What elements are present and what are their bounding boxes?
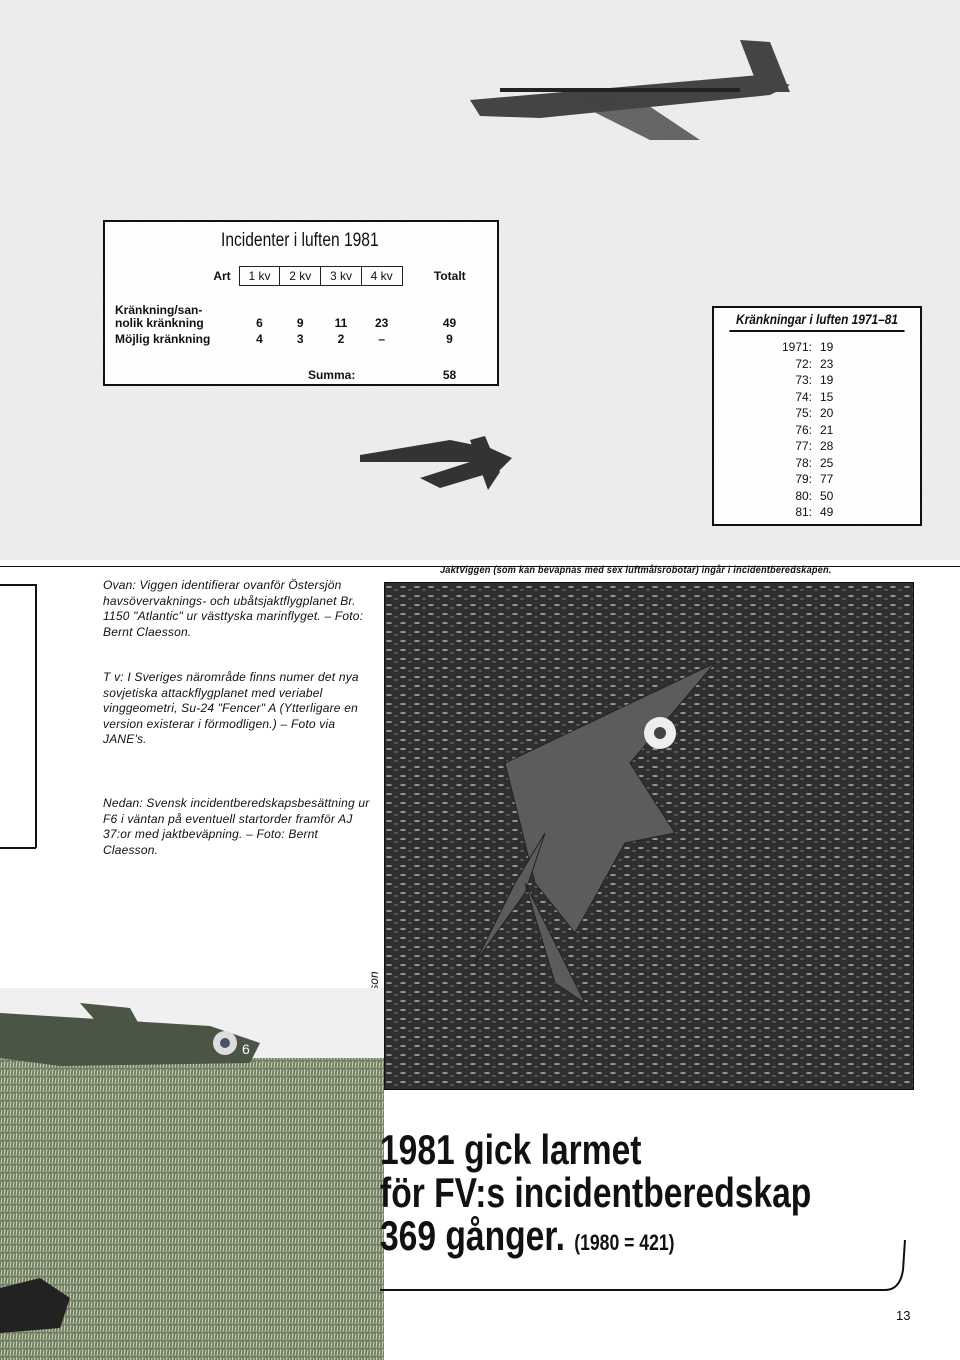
table-row: [109, 304, 497, 330]
header-art: Art: [213, 269, 231, 283]
row-q1: 4: [256, 332, 263, 346]
caption-left: T v: I Sveriges närområde finns numer det nya sovjetiska attackflygplanet med veriabel vinggeometri, Su-24 "Fencer" A (Ytterligare en version existerar i förmodligen.) – Foto via JANE's.: [103, 670, 359, 746]
yearly-box-title: Kränkningar i luften 1971–81: [729, 308, 904, 332]
row-q2: 3: [296, 332, 304, 346]
year-label: 79:: [795, 472, 812, 486]
left-rule-top: [0, 584, 36, 586]
year-label: 75:: [795, 406, 812, 420]
sum-row: [109, 366, 497, 384]
decorative-curve: [380, 1240, 920, 1300]
row-q3: 11: [334, 316, 348, 330]
year-label: 1971:: [781, 340, 812, 354]
year-value: 23: [820, 356, 834, 371]
sum-value: 58: [442, 368, 457, 382]
year-value: 25: [820, 455, 834, 470]
incidents-table-title: Incidenter i luften 1981: [221, 230, 379, 251]
yearly-violations-box: [712, 306, 922, 526]
list-item: [772, 423, 850, 440]
left-rule-bottom: [0, 847, 36, 849]
header-total: Totalt: [433, 269, 466, 283]
list-item: [772, 406, 850, 423]
list-item: [772, 357, 850, 374]
header-q4: 4 kv: [361, 267, 402, 286]
year-value: 49: [820, 505, 834, 519]
row-q1: 6: [256, 316, 263, 330]
list-item: [772, 489, 850, 506]
header-q3: 3 kv: [321, 267, 362, 286]
year-label: 74:: [795, 389, 812, 404]
headline-line-3: 369 gånger.: [380, 1212, 565, 1259]
year-value: 77: [820, 472, 834, 486]
incidents-table: [109, 266, 497, 384]
ground-crew-photo: [0, 988, 384, 1360]
list-item: [772, 456, 850, 473]
row-label: Möjlig kränkning: [115, 332, 211, 346]
row-total: 49: [442, 316, 457, 330]
ground-photo-image: [0, 988, 384, 1360]
list-item: [772, 505, 850, 522]
header-q1: 1 kv: [239, 267, 280, 286]
year-label: 80:: [795, 488, 812, 503]
row-q3: 2: [337, 332, 345, 346]
row-label: Kränkning/san- nolik kränkning: [115, 303, 204, 330]
year-value: 21: [820, 422, 834, 437]
year-label: 78:: [795, 455, 812, 470]
table-header-row: [109, 267, 497, 286]
year-value: 19: [820, 373, 834, 387]
year-value: 28: [820, 439, 834, 453]
headline-note: (1980 = 421): [574, 1230, 675, 1255]
list-item: [772, 439, 850, 456]
jaktviggen-photo: [384, 582, 914, 1090]
table-row: [109, 330, 497, 348]
list-item: [772, 472, 850, 489]
caption-above: Ovan: Viggen identifierar ovanför Östersjön havsövervaknings- och ubåtsjaktflygplanet Br. 1150 "Atlantic" ur västtyska marinflyget. – Foto: Bernt Claesson.: [103, 578, 364, 639]
row-q2: 9: [296, 316, 304, 330]
list-item: [772, 373, 850, 390]
list-item: [772, 340, 850, 357]
year-value: 19: [820, 340, 834, 354]
incidents-table-box: [103, 220, 499, 386]
yearly-list: [772, 340, 850, 522]
year-value: 50: [820, 488, 834, 503]
caption-below: Nedan: Svensk incidentberedskapsbesättning ur F6 i väntan på eventuell startorder framför AJ 37:or med jaktbeväpning. – Foto: Bernt Claesson.: [103, 796, 370, 857]
left-rule-vertical: [35, 584, 37, 848]
year-label: 77:: [795, 439, 812, 453]
viggen-photo-image: [385, 583, 913, 1089]
list-item: [772, 390, 850, 407]
header-q2: 2 kv: [280, 267, 321, 286]
year-value: 15: [820, 389, 834, 404]
page-number: 13: [896, 1308, 911, 1323]
caption-jaktviggen: JaktViggen (som kan beväpnas med sex luftmålsrobotar) ingår i incidentberedskapen.: [440, 565, 832, 576]
aircraft-number: 6: [242, 1041, 250, 1057]
row-total: 9: [446, 332, 453, 346]
headline-line-2: för FV:s incidentberedskap: [380, 1169, 812, 1216]
row-q4: 23: [375, 316, 389, 330]
headline-line-1: 1981 gick larmet: [380, 1126, 642, 1173]
year-label: 81:: [795, 505, 812, 519]
year-label: 72:: [795, 356, 812, 371]
year-label: 73:: [795, 373, 812, 387]
row-q4: –: [378, 332, 386, 346]
sum-label: Summa:: [307, 368, 356, 382]
year-value: 20: [820, 406, 834, 420]
year-label: 76:: [795, 422, 812, 437]
